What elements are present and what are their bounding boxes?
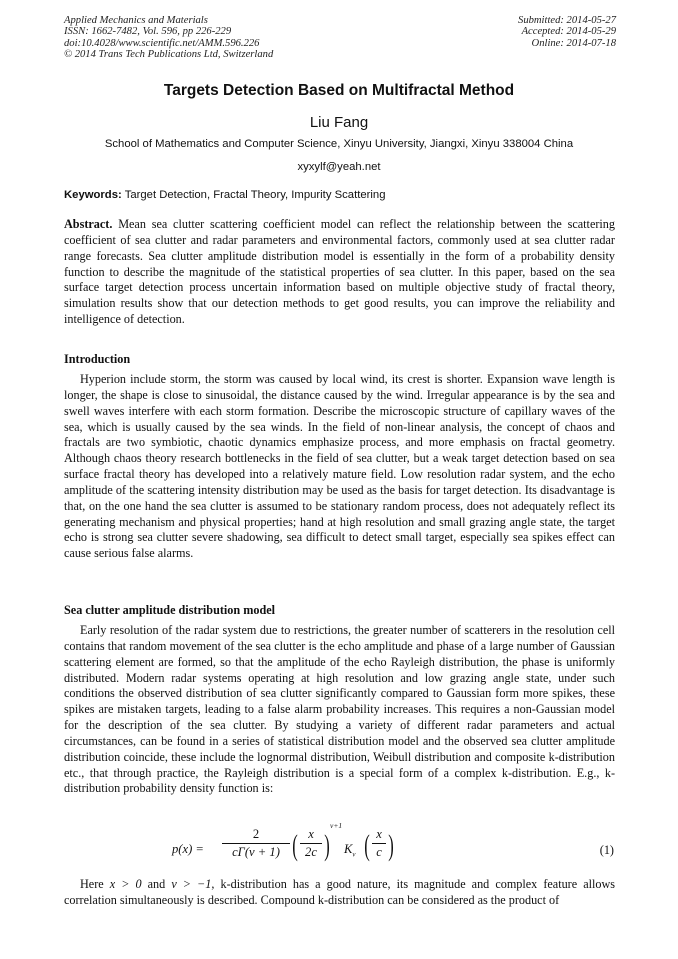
sea-clutter-section [64,623,615,797]
journal-info [64,15,273,61]
keywords-line [64,189,624,201]
bessel-subscript: v [352,850,356,859]
accepted-date: Accepted: 2014-05-29 [521,26,616,38]
equation-fraction-3 [372,827,386,860]
bessel-symbol: K [344,842,353,856]
introduction-paragraph: Hyperion include storm, the storm was caused by local wind, its crest is shorter. Expansion wave length is longer, the shape is close to sinusoidal, the distance caused by the wind. Irregular appearance is by the sea and swell waves interfere with each storm formation. Describe the microscopic structure of capillary waves of the sea, which is usually caused by the sea winds. In the field of non-linear analysis, the concept of chaos and fractals are two symbiotic, chaotic dynamics emphasize process, and more emphasis on fractal geometry. Although chaos theory research bottlenecks in the field of sea clutter, but a weak target detection based on sea surface fractal theory has developed into a relatively mature field. Low resolution radar system, and the echo amplitude of the scattering intensity distribution may be used as the basis for target detection. Its disadvantage is that, on the one hand the sea clutter is assumed to be stationary random process, does not adequately reflect its generating mechanism and physical properties; hand at high resolution and small grazing angle state, the target echo is strong sea clutter severe shadowing, sea difficult to detect small target, especially sea spikes effect can cause serious false alarms. [64,372,615,561]
after-equation-paragraph [64,877,615,909]
right-paren-2: ) [388,829,394,862]
journal-name: Applied Mechanics and Materials [64,15,208,26]
abstract-text: Mean sea clutter scattering coefficient model can reflect the relationship between the scattering coefficient of sea clutter and radar parameters and environmental factors, commonly used at sea clutter radar range forecasts. Sea clutter amplitude distribution model is essentially in the form of a probability density function to describe the magnitude of the statistical properties of sea clutter. In this paper, based on the sea surface target detection process uncertain information based on multiple objective study of fractal theory, simulation results show that our detection methods to get good results, you can improve the reliability and intelligence of detection. [64,217,615,327]
introduction-section [64,372,615,562]
journal-copyright: © 2014 Trans Tech Publications Ltd, Switzerland [64,49,274,61]
condition-x: x > 0 [109,877,142,891]
after-eq-text: , k-distribution has a good nature, its magnitude and complex feature allows correlation simultaneously is described. Compound k-distribution can be considered as the product of [64,877,616,907]
fraction-1-numerator: 2 [252,827,260,841]
abstract-section [64,217,615,328]
equation-fraction-2 [300,827,322,860]
bessel-function [344,842,356,859]
fraction-1-denominator: cΓ(v + 1) [232,845,280,859]
paper-title: Targets Detection Based on Multifractal Method [163,82,515,99]
journal-doi[interactable]: doi:10.4028/www.scientific.net/AMM.596.226 [64,37,260,49]
sea-clutter-paragraph: Early resolution of the radar system due to restrictions, the greater number of scatterers in the resolution cell contains that random movement of the sea clutter is the echo amplitude and phase of a large number of Gaussian scattering element are formed, so that the amplitude of the echo Rayleigh distribution, the phase is uniformly distributed. Modern radar systems operating at high resolution and low grazing angle state, under such conditions the observed distribution of sea clutter significantly compared to Gaussian form more spikes, these spikes are mistaken targets, leading to a false alarm probability increases. This requires a non-Gaussian model for the description of the sea clutter. By studying a variety of different radar parameters and actual circumstances, can be found in a series of statistical distribution model and the observed sea clutter amplitude distribution coincide, these include the lognormal distribution, Weibull distribution and composite k-distribution etc., that through practice, the Rayleigh distribution is a special form of a complex k-distribution. E.g., k-distribution probability density function is: [64,623,615,796]
left-paren-2: ( [364,829,370,862]
abstract-label: Abstract. [64,217,113,231]
journal-issn: ISSN: 1662-7482, Vol. 596, pp 226-229 [64,26,232,38]
introduction-heading: Introduction [64,352,131,366]
right-paren: ) [324,829,330,862]
after-equation-section [64,877,615,909]
author-affiliation: School of Mathematics and Computer Science, Xinyu University, Jiangxi, Xinyu 338004 China [104,138,574,150]
equation-number: (1) [599,843,614,857]
fraction-3-numerator: x [376,827,382,841]
submitted-date: Submitted: 2014-05-27 [518,15,616,26]
condition-v: v > −1 [171,877,212,891]
fraction-3-denominator: c [376,845,382,859]
after-eq-lead: Here [80,877,104,891]
fraction-2-numerator: x [308,827,314,841]
fraction-2-denominator: 2c [305,845,317,859]
equation-exponent: v+1 [330,821,343,830]
left-paren: ( [292,829,298,862]
equation-lhs: p(x) = [172,842,204,856]
after-eq-and: and [147,877,166,891]
equation-fraction-1 [222,827,290,860]
fraction-2-bar [300,843,322,844]
online-date: Online: 2014-07-18 [531,37,616,49]
fraction-1-bar [222,843,290,844]
keywords-text: Target Detection, Fractal Theory, Impurity Scattering [124,189,386,201]
keywords-label: Keywords: [64,189,122,201]
publication-dates [518,15,616,49]
sea-clutter-heading: Sea clutter amplitude distribution model [64,603,276,617]
author-email[interactable]: xyxylf@yeah.net [297,161,381,173]
fraction-3-bar [372,843,386,844]
author-name: Liu Fang [309,114,369,131]
